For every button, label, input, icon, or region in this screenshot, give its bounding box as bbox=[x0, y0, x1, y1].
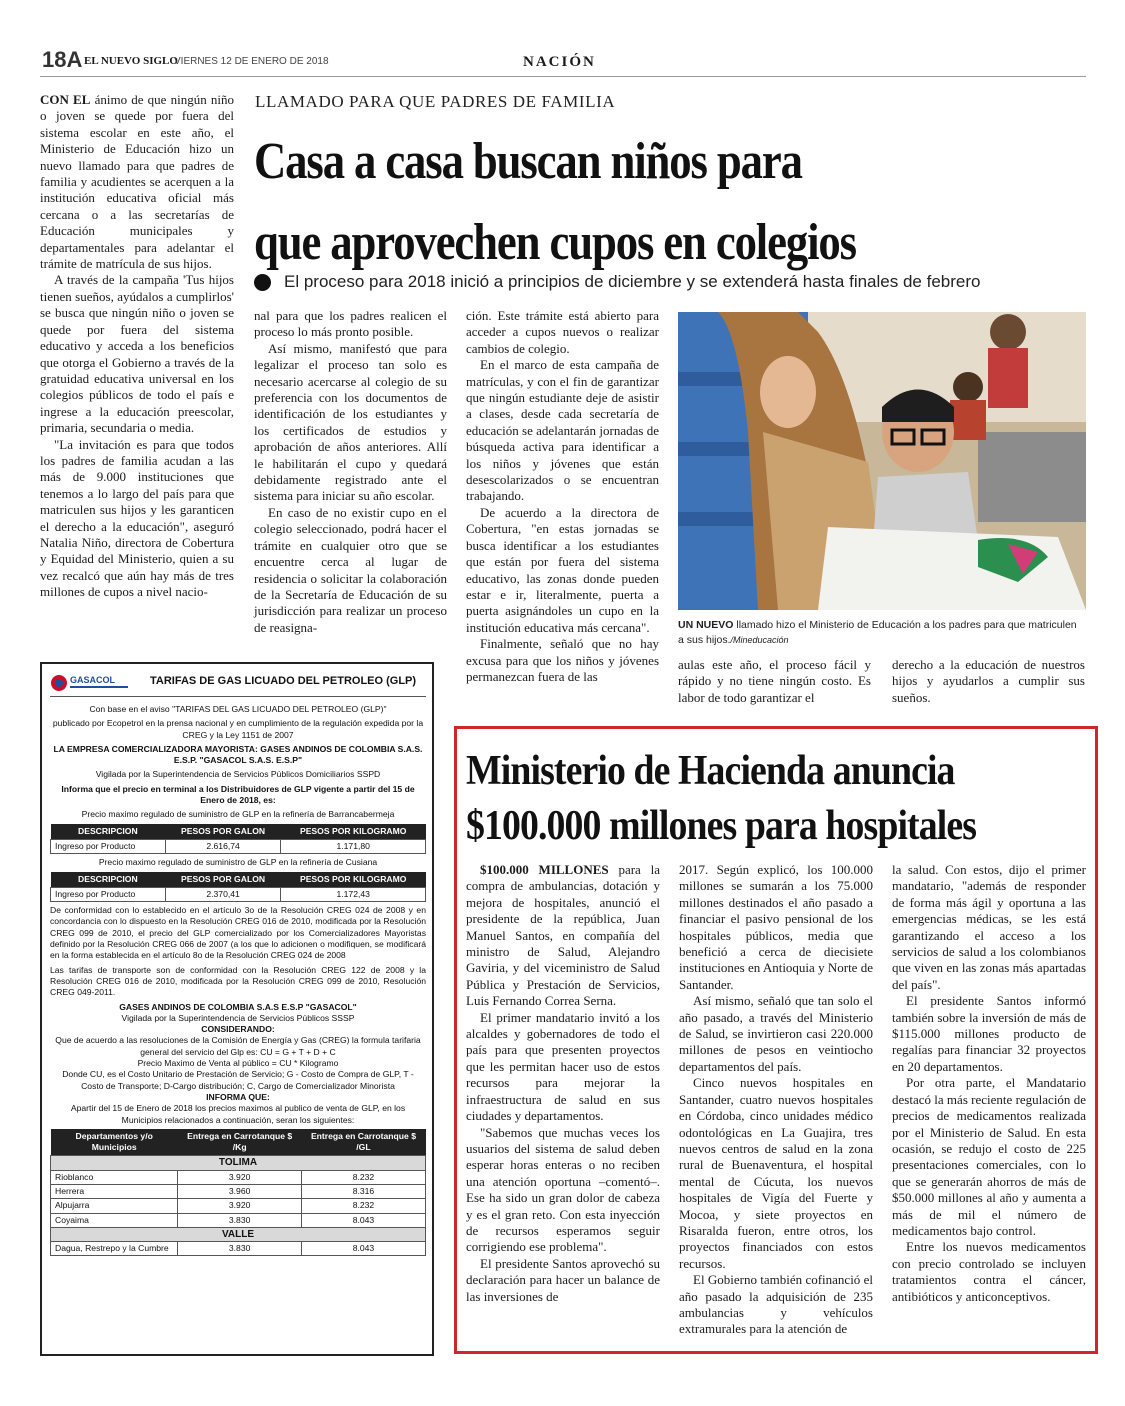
story1-tail-column-5 bbox=[892, 657, 1085, 706]
paragraph: derecho a la educación de nuestros hijos y ayudarlos a cumplir sus sueños. bbox=[892, 657, 1085, 705]
lead-in: $100.000 MILLONES bbox=[480, 862, 609, 877]
table-cell: 2.370,41 bbox=[165, 887, 281, 901]
logo-text: GASACOL bbox=[70, 675, 115, 685]
story2-headline-line2: $100.000 millones para hospitales bbox=[466, 802, 977, 849]
table-cell: Alpujarra bbox=[51, 1199, 178, 1213]
story2-column-1 bbox=[466, 862, 660, 1305]
table-cell: Rioblanco bbox=[51, 1170, 178, 1184]
table-cell: 1.171,80 bbox=[281, 839, 426, 853]
paragraph: El presidente Santos informó también sobre la inversión de más de $115.000 millones producto de regalías para financiar 32 proyectos en 20 departamentos. bbox=[892, 993, 1086, 1074]
story1-column-1 bbox=[40, 92, 234, 601]
table-cell: 8.043 bbox=[301, 1213, 425, 1227]
paper-name: EL NUEVO SIGLO bbox=[84, 55, 178, 67]
ad-block-text: Que de acuerdo a las resoluciones de la Comisión de Energía y Gas (CREG) la formula tarifaria general del servicio del Glp es: CU = G + T + D + C bbox=[55, 1035, 421, 1057]
ad-intro: Precio maximo regulado de suministro de GLP en la refinería de Barrancabermeja bbox=[81, 809, 395, 820]
ad-intro: LA EMPRESA COMERCIALIZADORA MAYORISTA: GASES ANDINOS DE COLOMBIA S.A.S. E.S.P. "GASACOL S.A.S. E.S.P" bbox=[53, 743, 423, 766]
table-row bbox=[51, 1242, 426, 1256]
table-row bbox=[51, 1213, 426, 1227]
table-cell: 3.830 bbox=[178, 1213, 302, 1227]
table-cell: Ingreso por Producto bbox=[51, 887, 166, 901]
table-cell: 8.043 bbox=[301, 1242, 425, 1256]
table-cell: 8.316 bbox=[301, 1184, 425, 1198]
story1-column-2 bbox=[254, 308, 447, 636]
ad-block-text: Vigilada por la Superintendencia de Servicios Públicos SSSP bbox=[121, 1012, 355, 1023]
story1-headline-line1: Casa a casa buscan niños para bbox=[254, 133, 802, 190]
table-section: VALLE bbox=[51, 1227, 426, 1241]
story2-headline-line1: Ministerio de Hacienda anuncia bbox=[466, 748, 955, 794]
municipal-price-table bbox=[50, 1129, 426, 1257]
paragraph: para la compra de ambulancias, dotación y mejora de hospitales, anunció el presidente de la república, Juan Manuel Santos, en compañía del ministro de Salud, Alejandro Gaviria, y del viceministro de Salud Pública y Prestación de Servicios, Luis Fernando Correa Serna. bbox=[466, 862, 660, 1009]
gasacol-advertisement bbox=[40, 662, 434, 1356]
table-cell: Dagua, Restrepo y la Cumbre bbox=[51, 1242, 178, 1256]
header-rule bbox=[40, 76, 1086, 77]
price-table-cusiana bbox=[50, 872, 426, 903]
ad-block-text: CONSIDERANDO: bbox=[201, 1024, 275, 1035]
paragraph: En el marco de esta campaña de matrículas, y con el fin de garantizar que ningún estudiante deje de asistir a clases, desde cada secretaría de educación se adelantarán jornadas de búsqueda activa para identificar a los niños y jóvenes que están desescolarizados o se encuentran trabajando. bbox=[466, 357, 659, 504]
paragraph: De acuerdo a la directora de Cobertura, "en estas jornadas se busca identificar a los estudiantes que están por fuera del sistema educativo, las zonas donde pueden estar e ir, literalmente, puerta a puerta asignándoles un cupo en la institución educativa más cercana". bbox=[466, 504, 659, 635]
paragraph: nal para que los padres realicen el proceso lo más pronto posible. bbox=[254, 308, 447, 340]
table-header: PESOS POR KILOGRAMO bbox=[281, 872, 426, 888]
bullet-icon bbox=[254, 274, 271, 291]
caption-text: llamado hizo el Ministerio de Educación a los padres para que matriculen a sus hijos. bbox=[678, 619, 1077, 646]
paragraph: "Sabemos que muchas veces los usuarios del sistema de salud deben esperar horas enteras o no reciben una atención oportuna –comentó–. Ese ha sido un gran dolor de cabeza y es el gran reto. Con esta inyección de recursos esperamos seguir corrigiendo ese problema". bbox=[466, 1124, 660, 1255]
ad-body bbox=[50, 704, 426, 1256]
table-header: Entrega en Carrotanque $ /Kg bbox=[178, 1129, 302, 1156]
table-cell: 3.960 bbox=[178, 1184, 302, 1198]
table-cell: Coyaima bbox=[51, 1213, 178, 1227]
table-cell: 8.232 bbox=[301, 1170, 425, 1184]
paragraph: "La invitación es para que todos los padres de familia acudan a las más de 9.000 instituciones que tenemos a lo largo del país para que matriculen sus hijos y les garanticen el derecho a la educación", aseguró Natalia Niño, directora de Cobertura y Equidad del Ministerio, quien a su vez recalcó que aún hay más de tres millones de cupos a nivel nacio- bbox=[40, 436, 234, 600]
paragraph: Cinco nuevos hospitales en Santander, cuatro nuevos hospitales en Córdoba, cinco unidades médico odontológicas en La Guajira, tres nuevos centros de salud en la zona rural de Buenaventura, el hospital mental de Cúcuta, los nuevos hospitales de Vigía del Fuerte y Mocoa, y siete proyectos en Risaralda fueron, entre otros, los proyectos financiados con estos recursos. bbox=[679, 1075, 873, 1271]
table-header: PESOS POR KILOGRAMO bbox=[281, 824, 426, 840]
ad-intro: publicado por Ecopetrol en la prensa nacional y en cumplimiento de la regulación expedida por la CREG y la Ley 1151 de 2007 bbox=[52, 718, 424, 740]
story1-subhead: El proceso para 2018 inició a principios de diciembre y se extenderá hasta finales de febrero bbox=[284, 272, 981, 291]
table-cell: 2.616,74 bbox=[165, 839, 281, 853]
page-number: 18A bbox=[42, 47, 83, 72]
ad-block-title: GASES ANDINOS DE COLOMBIA S.A.S E.S.P "GASACOL" bbox=[119, 1001, 357, 1012]
photo-credit: /Mineducación bbox=[730, 635, 789, 645]
story1-headline-line2: que aprovechen cupos en colegios bbox=[254, 213, 856, 271]
ad-block-text: Precio Maximo de Venta al público = CU * Kilogramo bbox=[137, 1058, 339, 1069]
story1-column-3 bbox=[466, 308, 659, 685]
divider bbox=[50, 696, 426, 697]
paragraph: A través de la campaña 'Tus hijos tienen sueños, ayúdalos a cumplirlos' se busca que ningún niño o joven se quede por fuera del sistema educativo y acceda a los beneficios que otorga el Gobierno a través de la gratuidad educativa universal en los colegios públicos de todo el país e ingrese a la educación preescolar, primaria, secundaria o media. bbox=[40, 272, 234, 436]
story2-headline bbox=[466, 744, 976, 853]
paragraph: El presidente Santos aprovechó su declaración para hacer un balance de las inversiones de bbox=[466, 1255, 660, 1304]
paragraph: Finalmente, señaló que no hay excusa para que los niños y jóvenes permanezcan fuera de las bbox=[466, 636, 659, 684]
table-section: TOLIMA bbox=[51, 1156, 426, 1170]
paragraph: Así mismo, señaló que tan solo el año pasado, a través del Ministerio de Salud, se invirtieron casi 220.000 millones de pesos en veintiocho departamentos del país. bbox=[679, 993, 873, 1074]
ad-intro: Vigilada por la Superintendencia de Servicios Públicos Domiciliarios SSPD bbox=[95, 769, 381, 780]
table-header: PESOS POR GALON bbox=[165, 824, 281, 840]
paragraph: la salud. Con estos, dijo el primer mandatario, "además de responder de forma más ágil y oportuna a las emergencias médicas, se les está garantizando el acceso a los servicios de salud a los colombianos que viven en las zonas más apartadas del país". bbox=[892, 862, 1086, 992]
story2-column-3 bbox=[892, 862, 1086, 1305]
paragraph: El primer mandatario invitó a los alcaldes y gobernadores de todo el país para que presenten proyectos que les permitan hacer uso de estos recursos para mejorar la infraestructura de salud en sus ciudades y departamentos. bbox=[466, 1009, 660, 1124]
paragraph: ción. Este trámite está abierto para acceder a cupos nuevos o realizar cambios de colegio. bbox=[466, 308, 659, 356]
table-cell: Herrera bbox=[51, 1184, 178, 1198]
paragraph: En caso de no existir cupo en el colegio seleccionado, podrá hacer el trámite en cualquier otro que se encuentre cerca al lugar de residencia o solicitar la colaboración de la Secretaría de Educación de su jurisdicción para realizar un proceso de reasigna- bbox=[254, 504, 447, 635]
story1-tail-column-4 bbox=[678, 657, 871, 706]
paragraph: El Gobierno también cofinanció el año pasado la adquisición de 235 ambulancias y vehículos extramurales para la atención de bbox=[679, 1272, 873, 1337]
paragraph: ánimo de que ningún niño o joven se quede por fuera del sistema escolar en este año, el Ministerio de Educación hizo un nuevo llamado para que padres de familia y acudientes se acerquen a la institución educativa oficial más cercana o a las secretarías de Educación municipales y departamentales para adelantar el trámite de matrícula de sus hijos. bbox=[40, 92, 235, 272]
paragraph: Por otra parte, el Mandatario destacó la más reciente regulación de precios de medicamentos realizada por el Ministerio de Salud. En esta ocasión, se redujo el costo de 225 presentaciones comerciales, con lo que se generarán ahorros de más de $50.000 millones al año y aumenta a más de mil el número de medicamentos bajo control. bbox=[892, 1075, 1086, 1238]
table-cell: 3.920 bbox=[178, 1199, 302, 1213]
lead-in: CON EL bbox=[40, 92, 91, 107]
ad-intro: Informa que el precio en terminal a los Distribuidores de GLP vigente a partir del 15 de Enero de 2018, es: bbox=[61, 783, 415, 806]
ad-block-text: Apartir del 15 de Enero de 2018 los precios maximos al publico de venta de GLP, en los Municipios relacionados a continuación, seran los siguientes: bbox=[70, 1103, 406, 1125]
paragraph: 2017. Según explicó, los 100.000 millones se sumarán a los 75.000 millones destinados el año pasado a financiar el pasivo pensional de los hospitales públicos, media que benefició a cerca de diecisiete instituciones en Antioquia y Norte de Santander. bbox=[679, 862, 873, 992]
table-cell: 3.830 bbox=[178, 1242, 302, 1256]
gasacol-logo bbox=[50, 672, 132, 694]
table-header: DESCRIPCION bbox=[51, 824, 166, 840]
table-header: PESOS POR GALON bbox=[165, 872, 281, 888]
ad-paragraph: Las tarifas de transporte son de conformidad con la Resolución CREG 122 de 2008 y la Resolución CREG 016 de 2010, modificada por la Resolución CREG 099 de 2010, Resolución CREG 049-2011. bbox=[50, 964, 426, 998]
table-row bbox=[51, 1170, 426, 1184]
price-table-barrancabermeja bbox=[50, 824, 426, 855]
caption-lead: UN NUEVO bbox=[678, 619, 734, 631]
table-row bbox=[51, 839, 426, 853]
paragraph: Así mismo, manifestó que para legalizar el proceso tan solo es necesario acercarse al colegio de su preferencia con los documentos de identificación de los estudiantes y los certificados de estudios y aprobación de años anteriores. Allí le habilitarán el cupo y quedará debidamente registrado ante el sistema para iniciar su año escolar. bbox=[254, 340, 447, 504]
ad-intro: Con base en el aviso "TARIFAS DEL GAS LICUADO DEL PETROLEO (GLP)" bbox=[89, 704, 387, 714]
table-row bbox=[51, 1199, 426, 1213]
ad-subtitle: Precio maximo regulado de suministro de GLP en la refinería de Cusiana bbox=[98, 857, 378, 868]
ad-block-text: INFORMA QUE: bbox=[206, 1091, 270, 1102]
table-row bbox=[51, 887, 426, 901]
story1-kicker: LLAMADO PARA QUE PADRES DE FAMILIA bbox=[255, 92, 616, 111]
table-header: DESCRIPCION bbox=[51, 872, 166, 888]
table-cell: 1.172,43 bbox=[281, 887, 426, 901]
ad-title: TARIFAS DE GAS LICUADO DEL PETROLEO (GLP) bbox=[150, 675, 417, 687]
issue-date: VIERNES 12 DE ENERO DE 2018 bbox=[174, 56, 329, 67]
paragraph: aulas este año, el proceso fácil y rápido y no tiene ningún costo. Es labor de todo garantizar el bbox=[678, 657, 871, 705]
classroom-photo bbox=[678, 312, 1086, 610]
table-cell: Ingreso por Producto bbox=[51, 839, 166, 853]
table-cell: 8.232 bbox=[301, 1199, 425, 1213]
table-header: Entrega en Carrotanque $ /GL bbox=[301, 1129, 425, 1156]
table-cell: 3.920 bbox=[178, 1170, 302, 1184]
table-header: Departamentos y/o Municipios bbox=[51, 1129, 178, 1156]
story1-headline bbox=[254, 122, 968, 283]
story2-column-2 bbox=[679, 862, 873, 1338]
ad-block-text: Donde CU, es el Costo Unitario de Prestación de Servicio; G - Costo de Compra de GLP, T - Costo de Transporte; D-Cargo distribución; C, Cargo de Comercializador Minorista bbox=[62, 1069, 414, 1091]
ad-paragraph: De conformidad con lo establecido en el artículo 3o de la Resolución CREG 024 de 2008 y en concordancia con lo dispuesto en la Resolución CREG 016 de 2010, modificada por la Resolución CREG 099 de 2010, el precio del GLP comercializado por los Comercializadores Mayoristas definido por la Resolución CREG 066 de 2007 (a los que lo adicionen o modifiquen, se modificará en la forma establecida en el artículo 8o de la Resolución CREG 024 de 2008 bbox=[50, 905, 426, 961]
photo-caption bbox=[678, 618, 1078, 648]
paragraph: Entre los nuevos medicamentos con precio controlado se incluyen tratamientos contra el cáncer, antibióticos y anticonceptivos. bbox=[892, 1239, 1086, 1304]
table-row bbox=[51, 1184, 426, 1198]
section-title: NACIÓN bbox=[523, 54, 596, 70]
